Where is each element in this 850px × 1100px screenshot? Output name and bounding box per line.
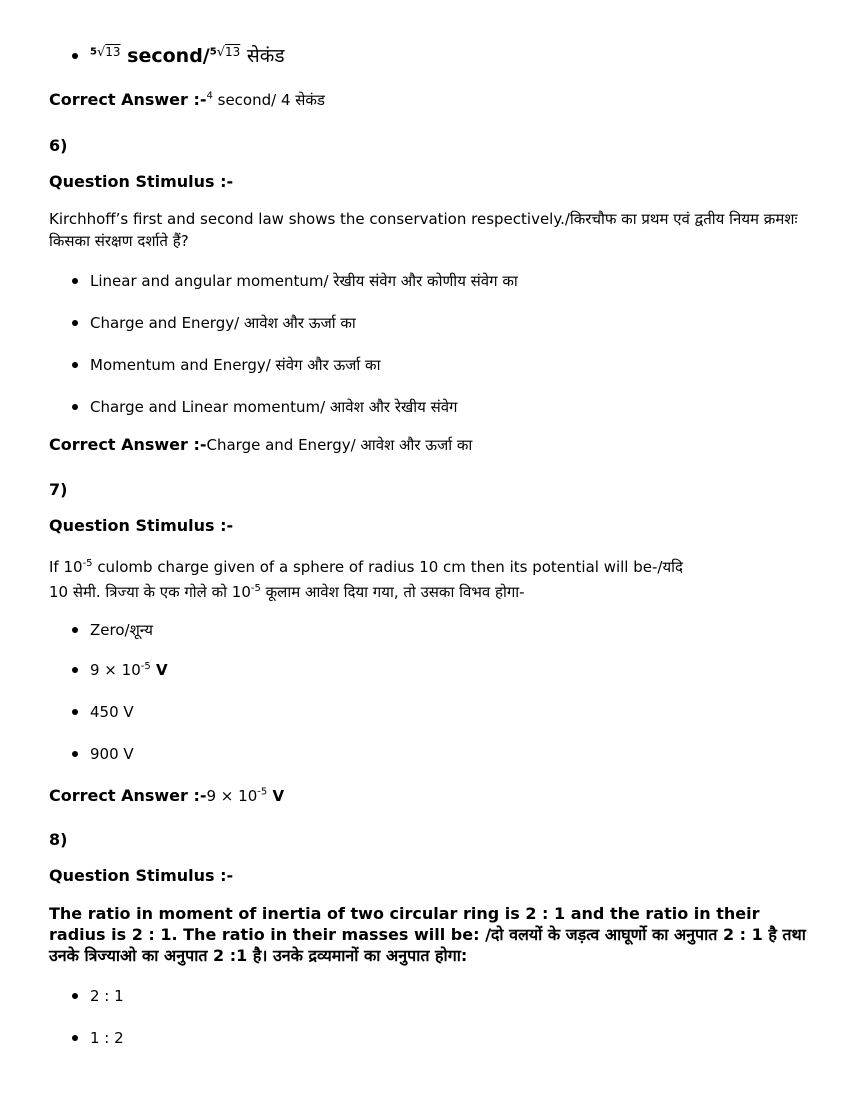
bullet-icon bbox=[72, 627, 78, 633]
q8-stimulus-label: Question Stimulus :- bbox=[49, 866, 234, 885]
bullet-icon bbox=[72, 53, 78, 59]
bullet-icon bbox=[72, 320, 78, 326]
q7-option: Zero/शून्य bbox=[72, 620, 153, 640]
bullet-icon bbox=[72, 362, 78, 368]
q5-correct-answer: Correct Answer :-$^4$ second/ 4 सेकंड bbox=[49, 90, 325, 109]
q7-option: 900 V bbox=[72, 745, 134, 763]
q7-correct-answer: Correct Answer :-9 × $10^{-5}$ V bbox=[49, 786, 285, 805]
q7-stimulus-label: Question Stimulus :- bbox=[49, 516, 234, 535]
q7-option: 450 V bbox=[72, 703, 134, 721]
q8-option: 1 : 2 bbox=[72, 1029, 124, 1047]
q6-number: 6) bbox=[49, 136, 68, 155]
q6-stimulus-label: Question Stimulus :- bbox=[49, 172, 234, 191]
bullet-icon bbox=[72, 993, 78, 999]
q6-option: Momentum and Energy/ संवेग और ऊर्जा का bbox=[72, 355, 380, 375]
option-top: $^{5√13}$ second/$^{5√13}$ सेकंड bbox=[72, 42, 285, 68]
q6-option: Charge and Energy/ आवेश और ऊर्जा का bbox=[72, 313, 356, 333]
q8-stimulus: The ratio in moment of inertia of two circular ring is 2 : 1 and the ratio in their radius is 2 : 1. The ratio in their masses will be: /दो वलयों के जड़त्व आघूर्णो का अनुपात 2 : 1 है तथा उनके त्रिज्याओ का अनुपात 2 :1 है। उनके द्रव्यमानों का अनुपात होगा: bbox=[49, 904, 806, 965]
bullet-icon bbox=[72, 667, 78, 673]
bullet-icon bbox=[72, 278, 78, 284]
bullet-icon bbox=[72, 709, 78, 715]
q7-number: 7) bbox=[49, 480, 68, 499]
bullet-icon bbox=[72, 404, 78, 410]
q6-option: Charge and Linear momentum/ आवेश और रेखीय संवेग bbox=[72, 397, 458, 417]
q7-option: $9 \times 10^{-5}$ V bbox=[72, 661, 168, 679]
q6-option: Linear and angular momentum/ रेखीय संवेग और कोणीय संवेग का bbox=[72, 271, 518, 291]
q6-correct-answer: Correct Answer :-Charge and Energy/ आवेश और ऊर्जा का bbox=[49, 435, 473, 454]
bullet-icon bbox=[72, 751, 78, 757]
q8-number: 8) bbox=[49, 830, 68, 849]
bullet-icon bbox=[72, 1035, 78, 1041]
q8-option: 2 : 1 bbox=[72, 987, 124, 1005]
q6-stimulus: Kirchhoff’s first and second law shows the conservation respectively./किरचौफ का प्रथम एवं द्वतीय नियम क्रमशः किसका संरक्षण दर्शाते हैं? bbox=[49, 210, 798, 250]
q7-stimulus: If $10^{-5}$ culomb charge given of a sphere of radius 10 cm then its potential will be-/यदि 10 सेमी. त्रिज्या के एक गोले को $10^{-5}$ कूलाम आवेश दिया गया, तो उसका विभव होगा- bbox=[49, 558, 684, 601]
